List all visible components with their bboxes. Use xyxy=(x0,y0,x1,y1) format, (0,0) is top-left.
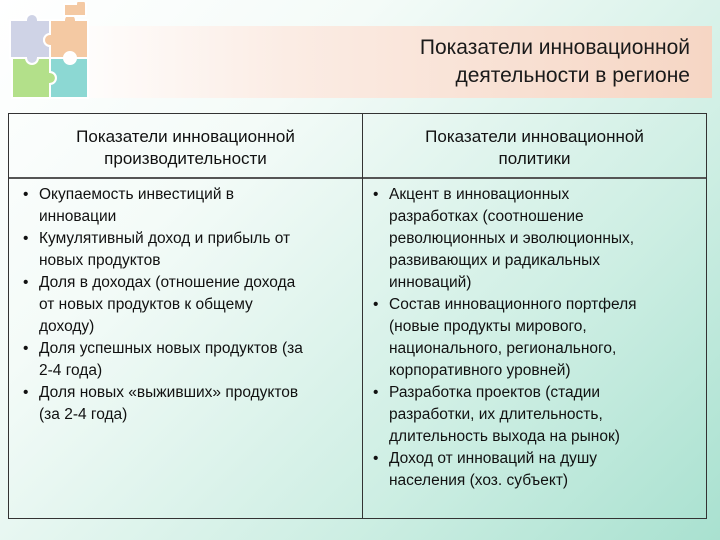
right-column-header xyxy=(363,126,706,170)
list-item-line: революционных и эволюционных, xyxy=(389,230,635,247)
list-item-line: населения (хоз. субъект) xyxy=(389,472,569,489)
list-item-line: длительность выхода на рынок) xyxy=(389,428,620,445)
list-item-line: (за 2-4 года) xyxy=(39,406,128,423)
comparison-table xyxy=(8,113,707,519)
slide-title xyxy=(290,34,690,90)
puzzle-pieces-icon xyxy=(2,2,94,114)
list-item xyxy=(367,184,705,294)
left-header-line-1: Показатели инновационной xyxy=(76,127,295,146)
list-item-line: • Доход от инноваций на душу xyxy=(389,450,598,467)
list-item xyxy=(367,382,705,448)
title-band xyxy=(60,26,712,98)
list-item-line: • Состав инновационного портфеля xyxy=(389,296,637,313)
list-item xyxy=(17,382,357,426)
slide-title-line-1: Показатели инновационной xyxy=(419,36,690,59)
list-item xyxy=(17,338,357,382)
list-item-line: инновации xyxy=(39,208,117,225)
list-item-line: разработках (соотношение xyxy=(389,208,584,225)
list-item-line: • Кумулятивный доход и прибыль от xyxy=(39,230,291,247)
list-item-line: • Доля успешных новых продуктов (за xyxy=(39,340,303,357)
list-item-line: новых продуктов xyxy=(39,252,161,269)
list-item-line: 2-4 года) xyxy=(39,362,103,379)
left-column-list xyxy=(17,184,357,426)
left-header-line-2: производительности xyxy=(104,149,267,168)
list-item-line: • Акцент в инновационных xyxy=(389,186,570,203)
column-divider xyxy=(362,114,363,518)
list-item xyxy=(367,294,705,382)
list-item xyxy=(17,272,357,338)
right-header-line-1: Показатели инновационной xyxy=(425,127,644,146)
list-item-line: от новых продуктов к общему xyxy=(39,296,253,313)
list-item-line: • Доля в доходах (отношение дохода xyxy=(39,274,296,291)
list-item xyxy=(17,228,357,272)
right-header-line-2: политики xyxy=(498,149,571,168)
list-item-line: • Доля новых «выживших» продуктов xyxy=(39,384,299,401)
right-column-list xyxy=(367,184,705,492)
list-item-line: инноваций) xyxy=(389,274,472,291)
slide-title-line-2: деятельности в регионе xyxy=(455,64,690,87)
list-item xyxy=(17,184,357,228)
list-item-line: доходу) xyxy=(39,318,95,335)
list-item xyxy=(367,448,705,492)
list-item-line: • Разработка проектов (стадии xyxy=(389,384,601,401)
list-item-line: разработки, их длительность, xyxy=(389,406,603,423)
list-item-line: (новые продукты мирового, xyxy=(389,318,587,335)
list-item-line: развивающих и радикальных xyxy=(389,252,601,269)
list-item-line: национального, регионального, xyxy=(389,340,617,357)
list-item-line: корпоративного уровней) xyxy=(389,362,571,379)
left-column-header xyxy=(9,126,362,170)
list-item-line: • Окупаемость инвестиций в xyxy=(39,186,235,203)
